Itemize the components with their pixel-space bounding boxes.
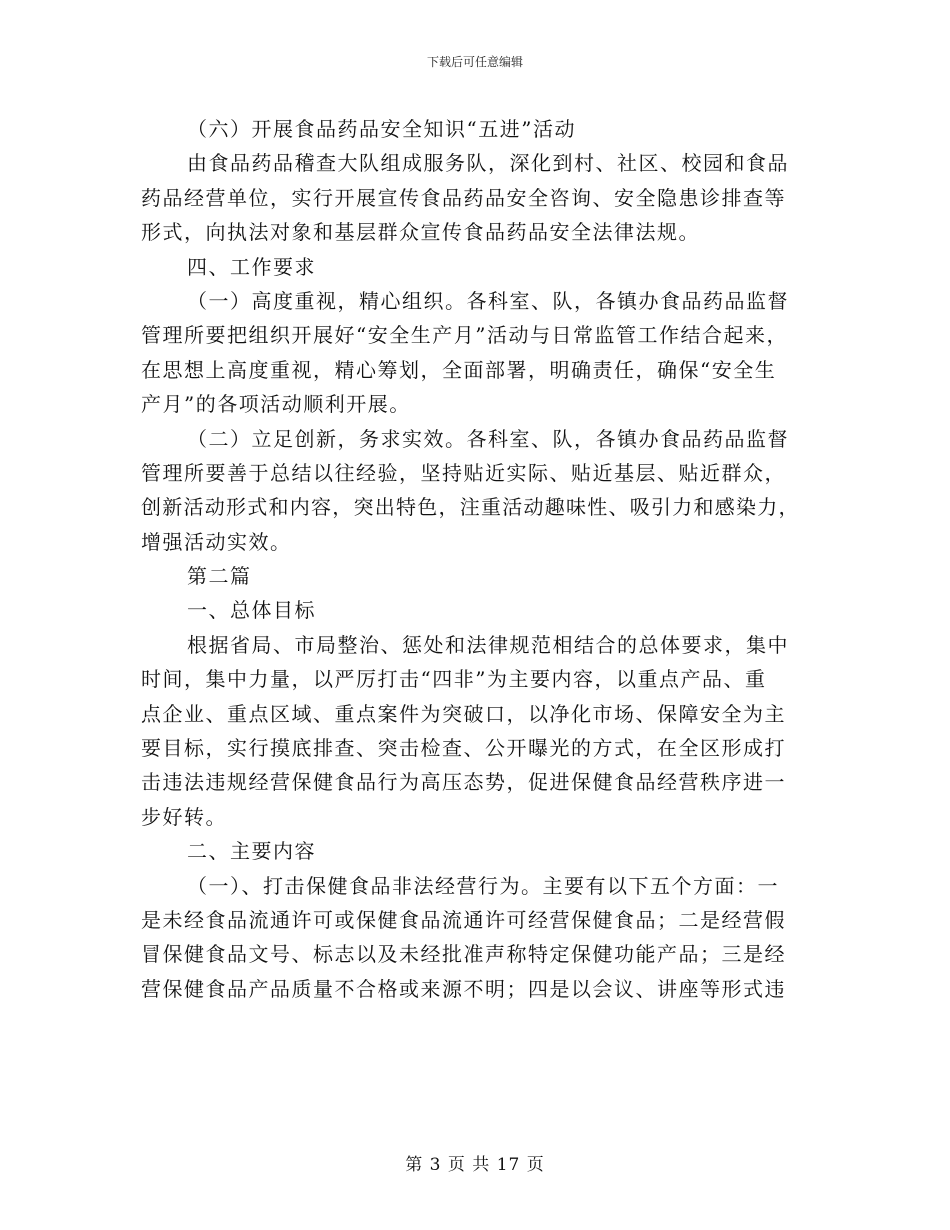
text-line: 四、工作要求 (187, 254, 316, 279)
text-line: 一、总体目标 (187, 598, 316, 623)
text-line: 由食品药品稽查大队组成服务队，深化到村、社区、校园和食品 (187, 151, 789, 176)
text-line: 二、主要内容 (187, 839, 316, 864)
text-line: 创新活动形式和内容，突出特色，注重活动趣味性、吸引力和感染力， (141, 495, 800, 520)
text-line: 要目标，实行摸底排查、突击检查、公开曝光的方式，在全区形成打 (141, 736, 786, 761)
text-line: （一）、打击保健食品非法经营行为。主要有以下五个方面：一 (187, 873, 779, 898)
text-line: （一）高度重视，精心组织。各科室、队，各镇办食品药品监督 (187, 288, 789, 313)
text-line: 在思想上高度重视，精心筹划，全面部署，明确责任，确保“安全生 (141, 357, 777, 382)
text-line: 第二篇 (187, 564, 252, 589)
text-line: （六）开展食品药品安全知识“五进”活动 (187, 117, 576, 141)
text-line: 击违法违规经营保健食品行为高压态势，促进保健食品经营秩序进一 (141, 770, 786, 795)
text-line: 药品经营单位，实行开展宣传食品药品安全咨询、安全隐患诊排查等 (141, 185, 786, 210)
text-line: 冒保健食品文号、标志以及未经批准声称特定保健功能产品；三是经 (141, 942, 786, 967)
page-number: 第 3 页 共 17 页 (405, 1155, 545, 1175)
text-line: 管理所要善于总结以往经验，坚持贴近实际、贴近基层、贴近群众， (141, 460, 786, 485)
page-header-note: 下载后可任意编辑 (426, 55, 523, 69)
text-line: 点企业、重点区域、重点案件为突破口，以净化市场、保障安全为主 (141, 701, 786, 726)
text-line: 管理所要把组织开展好“安全生产月”活动与日常监管工作结合起来， (141, 323, 788, 348)
text-line: 时间，集中力量，以严厉打击“四非”为主要内容，以重点产品、重 (141, 667, 767, 692)
text-line: 步好转。 (141, 804, 227, 829)
text-line: 产月”的各项活动顺利开展。 (141, 392, 411, 417)
document-body (141, 112, 801, 1006)
text-line: 形式，向执法对象和基层群众宣传食品药品安全法律法规。 (141, 220, 700, 245)
text-line: （二）立足创新，务求实效。各科室、队，各镇办食品药品监督 (187, 426, 789, 451)
text-line: 增强活动实效。 (141, 529, 292, 554)
text-line: 是未经食品流通许可或保健食品流通许可经营保健食品；二是经营假 (141, 907, 786, 932)
text-line: 根据省局、市局整治、惩处和法律规范相结合的总体要求，集中 (187, 632, 789, 657)
text-line: 营保健食品产品质量不合格或来源不明；四是以会议、讲座等形式违 (141, 976, 786, 1001)
